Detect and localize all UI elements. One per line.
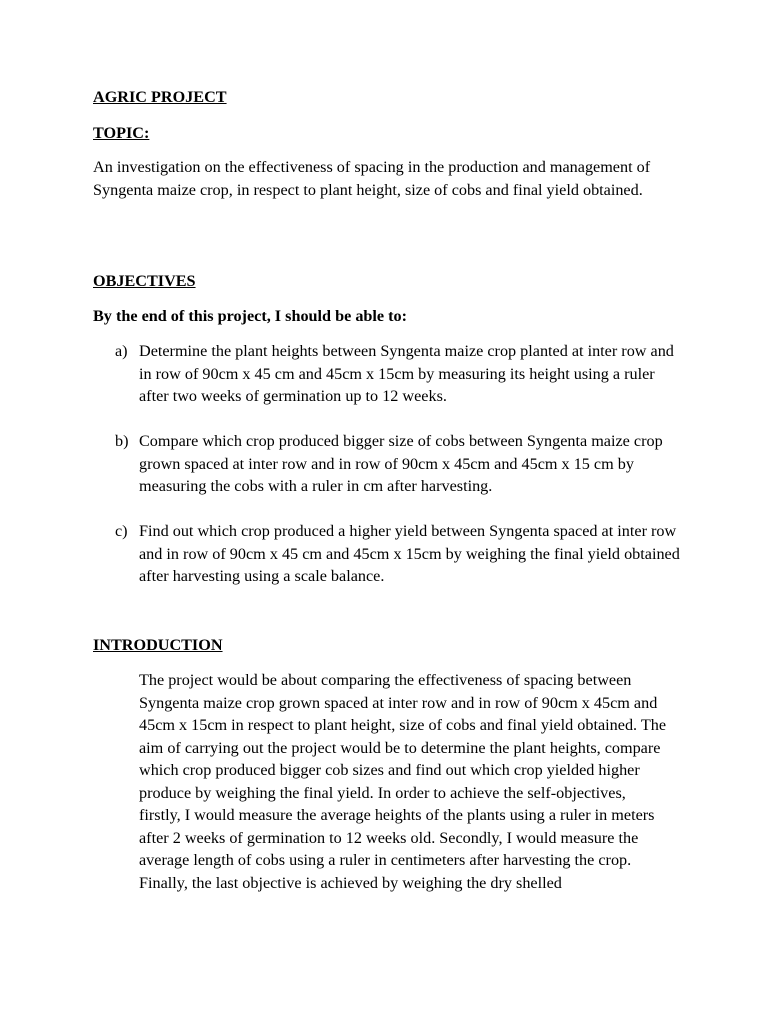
objective-marker: c) (115, 522, 128, 540)
introduction-heading: INTRODUCTION (93, 636, 223, 654)
topic-heading: TOPIC: (93, 124, 150, 142)
objective-text: Compare which crop produced bigger size of cobs between Syngenta maize crop grown spaced at inter row and in row of 90cm x 45cm and 45cm x 15 cm by measuring the cobs with a ruler in cm after harvesting. (139, 432, 663, 495)
introduction-paragraph: The project would be about comparing the effectiveness of spacing between Syngenta maize crop grown spaced at inter row and in row of 90cm x 45cm and 45cm x 15cm in respect to plant height, size of cobs and final yield obtained. The aim of carrying out the project would be to determine the plant heights, compare which crop produced bigger cob sizes and find out which crop yielded higher produce by weighing the final yield. In order to achieve the self-objectives, firstly, I would measure the average heights of the plants using a ruler in meters after 2 weeks of germination to 12 weeks old. Secondly, I would measure the average length of cobs using a ruler in centimeters after harvesting the crop. Finally, the last objective is achieved by weighing the dry shelled (139, 671, 667, 892)
objective-item-b (115, 430, 685, 500)
objective-marker: a) (115, 342, 128, 360)
objective-text: Determine the plant heights between Syngenta maize crop planted at inter row and in row of 90cm x 45 cm and 45cm x 15cm by measuring its height using a ruler after two weeks of germination up to 12 weeks. (139, 342, 674, 405)
document-title: AGRIC PROJECT (93, 88, 227, 106)
objective-item-a (115, 340, 685, 410)
objective-marker: b) (115, 432, 129, 450)
objectives-heading: OBJECTIVES (93, 272, 196, 290)
objective-text: Find out which crop produced a higher yield between Syngenta spaced at inter row and in row of 90cm x 45 cm and 45cm x 15cm by weighing the final yield obtained after harvesting using a scale balance. (139, 522, 680, 585)
objective-item-c (115, 520, 685, 590)
objectives-lead: By the end of this project, I should be able to: (93, 307, 408, 325)
topic-paragraph: An investigation on the effectiveness of spacing in the production and management of Syngenta maize crop, in respect to plant height, size of cobs and final yield obtained. (93, 158, 651, 199)
